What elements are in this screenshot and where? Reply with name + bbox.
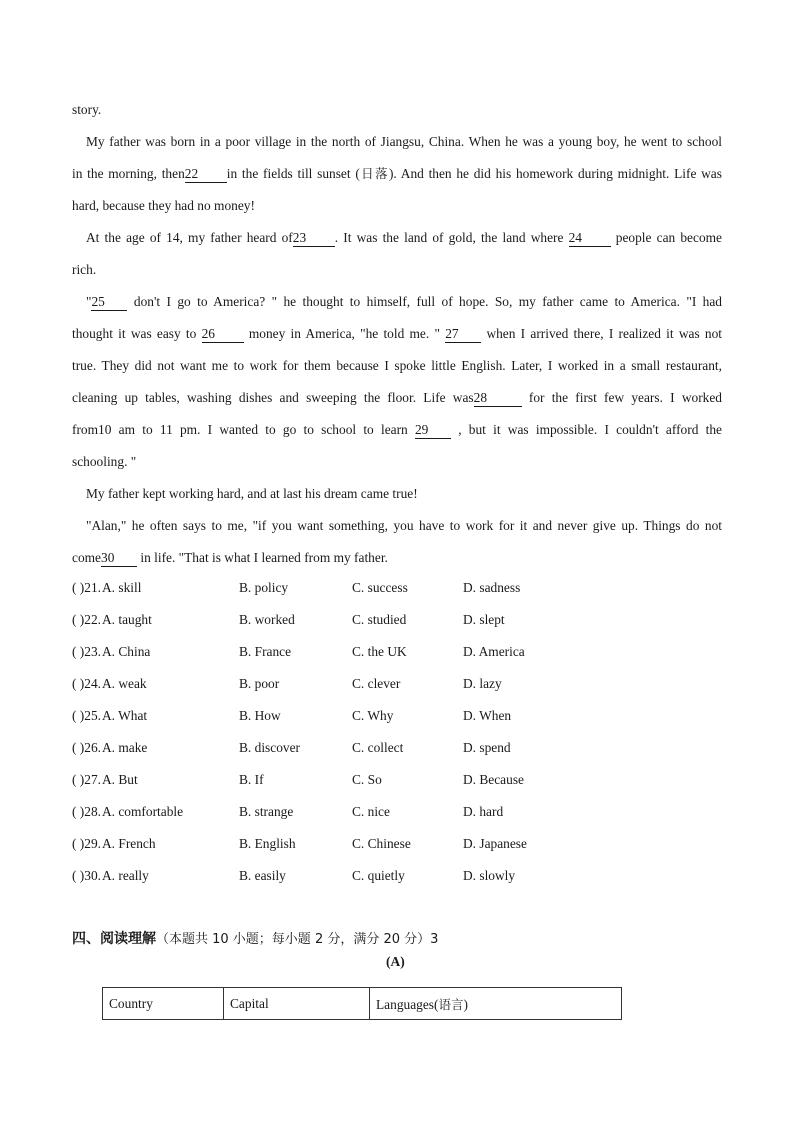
passage-line	[72, 382, 722, 414]
option-d: D. lazy	[463, 676, 502, 691]
passage-text: My father was born in a poor village in the north of Jiangsu, China. When he was a young boy, he went to school	[86, 134, 722, 149]
option-d: D. slowly	[463, 868, 516, 883]
answer-bracket: ( )28.	[72, 804, 102, 819]
passage-text: cleaning up tables, washing dishes and sweeping the floor. Life was	[72, 390, 474, 405]
option-a: A. But	[102, 772, 138, 787]
blank-22: 22	[185, 165, 227, 183]
passage-text: in life. "That is what I learned from my father.	[140, 550, 388, 565]
option-d: D. Japanese	[463, 836, 527, 851]
option-b: B. easily	[239, 868, 286, 883]
header-languages-cjk: 语言	[438, 996, 464, 1012]
option-b: B. France	[239, 644, 292, 659]
passage-text: money in America, "he told me. "	[248, 326, 440, 341]
option-d: D. sadness	[463, 580, 521, 595]
option-d: D. slept	[463, 612, 505, 627]
answer-bracket: ( )25.	[72, 708, 102, 723]
answer-options	[72, 572, 732, 892]
option-a: A. taught	[102, 612, 152, 627]
passage-line	[72, 510, 722, 542]
option-c: C. So	[352, 772, 382, 787]
option-a: A. make	[102, 740, 148, 755]
option-a: A. comfortable	[102, 804, 184, 819]
option-c: C. studied	[352, 612, 407, 627]
passage-text: come	[72, 550, 101, 565]
passage-text: thought it was easy to	[72, 326, 197, 341]
option-a: A. What	[102, 708, 148, 723]
option-row-29	[72, 828, 732, 860]
option-c: C. quietly	[352, 868, 405, 883]
passage-text: , but it was impossible. I couldn't afford the	[458, 422, 722, 437]
blank-29: 29	[415, 421, 451, 439]
passage-label: (A)	[386, 954, 405, 969]
option-a: A. China	[102, 644, 151, 659]
passage-text: rich.	[72, 262, 97, 277]
passage-text: 日落	[359, 166, 389, 181]
passage-text: don't I go to America? " he thought to himself, full of hope. So, my father came to America. "I had	[133, 294, 722, 309]
header-languages	[370, 988, 622, 1020]
option-b: B. English	[239, 836, 296, 851]
option-c: C. Why	[352, 708, 394, 723]
passage-line	[72, 126, 722, 158]
answer-bracket: ( )30.	[72, 868, 102, 883]
passage-line	[72, 446, 722, 478]
option-row-21	[72, 572, 732, 604]
passage-text: from10 am to 11 pm. I wanted to go to school to learn	[72, 422, 408, 437]
option-a: A. skill	[102, 580, 142, 595]
passage-text: My father kept working hard, and at last his dream came true!	[86, 486, 418, 501]
passage-line	[72, 542, 722, 574]
option-d: D. When	[463, 708, 512, 723]
option-row-24	[72, 668, 732, 700]
option-row-27	[72, 764, 732, 796]
reading-passage	[72, 94, 722, 574]
blank-27: 27	[445, 325, 481, 343]
passage-text: in the morning, then	[72, 166, 185, 181]
header-country: Country	[103, 988, 224, 1020]
option-b: B. strange	[239, 804, 294, 819]
passage-text: hard, because they had no money!	[72, 198, 255, 213]
passage-line	[72, 286, 722, 318]
option-row-25	[72, 700, 732, 732]
section-note: （本题共 10 小题；每小题 2 分，满分 20 分）3	[156, 932, 439, 947]
passage-text: At the age of 14, my father heard of	[86, 230, 293, 245]
answer-bracket: ( )29.	[72, 836, 102, 851]
option-row-30	[72, 860, 732, 892]
passage-line	[72, 478, 722, 510]
blank-24: 24	[569, 229, 611, 247]
passage-line	[72, 254, 722, 286]
option-row-28	[72, 796, 732, 828]
passage-line	[72, 414, 722, 446]
passage-text: true. They did not want me to work for them because I spoke little English. Later, I worked in a small restaurant,	[72, 358, 722, 373]
passage-line	[72, 222, 722, 254]
passage-text: "Alan," he often says to me, "if you want something, you have to work for it and never give up. Things do not	[86, 518, 722, 533]
answer-bracket: ( )26.	[72, 740, 102, 755]
header-languages-text: Languages(	[376, 996, 439, 1012]
option-a: A. weak	[102, 676, 147, 691]
option-row-22	[72, 604, 732, 636]
option-b: B. policy	[239, 580, 289, 595]
passage-text: . It was the land of gold, the land where	[334, 230, 564, 245]
country-table	[102, 987, 622, 1020]
passage-text: schooling. "	[72, 454, 137, 469]
option-d: D. spend	[463, 740, 511, 755]
option-c: C. collect	[352, 740, 404, 755]
passage-text: "	[86, 294, 92, 309]
header-languages-paren: )	[463, 996, 468, 1012]
option-c: C. clever	[352, 676, 401, 691]
option-c: C. Chinese	[352, 836, 411, 851]
table-header-row	[103, 988, 622, 1020]
passage-line	[72, 318, 722, 350]
section-heading	[72, 928, 438, 948]
header-capital: Capital	[224, 988, 370, 1020]
passage-line	[72, 190, 722, 222]
passage-line	[72, 94, 722, 126]
option-c: C. the UK	[352, 644, 407, 659]
answer-bracket: ( )21.	[72, 580, 102, 595]
option-row-23	[72, 636, 732, 668]
option-row-26	[72, 732, 732, 764]
passage-line	[72, 350, 722, 382]
option-b: B. discover	[239, 740, 300, 755]
answer-bracket: ( )27.	[72, 772, 102, 787]
answer-bracket: ( )24.	[72, 676, 102, 691]
option-c: C. nice	[352, 804, 390, 819]
passage-text: when I arrived there, I realized it was not	[486, 326, 723, 341]
answer-bracket: ( )22.	[72, 612, 102, 627]
answer-bracket: ( )23.	[72, 644, 102, 659]
option-c: C. success	[352, 580, 408, 595]
passage-text: story.	[72, 102, 102, 117]
option-d: D. hard	[463, 804, 504, 819]
section-title: 四、阅读理解	[72, 931, 156, 947]
blank-23: 23	[293, 229, 335, 247]
blank-26: 26	[202, 325, 244, 343]
passage-text: people can become	[615, 230, 723, 245]
option-d: D. America	[463, 644, 525, 659]
blank-28: 28	[474, 389, 522, 407]
option-b: B. worked	[239, 612, 295, 627]
option-b: B. If	[239, 772, 264, 787]
option-a: A. really	[102, 868, 149, 883]
passage-line	[72, 158, 722, 190]
option-a: A. French	[102, 836, 156, 851]
passage-text: ). And then he did his homework during midnight. Life was	[388, 166, 722, 181]
option-b: B. How	[239, 708, 281, 723]
passage-text: in the fields till sunset (	[226, 166, 360, 181]
option-b: B. poor	[239, 676, 280, 691]
blank-25: 25	[91, 293, 127, 311]
passage-text: for the first few years. I worked	[528, 390, 722, 405]
blank-30: 30	[101, 549, 137, 567]
option-d: D. Because	[463, 772, 524, 787]
